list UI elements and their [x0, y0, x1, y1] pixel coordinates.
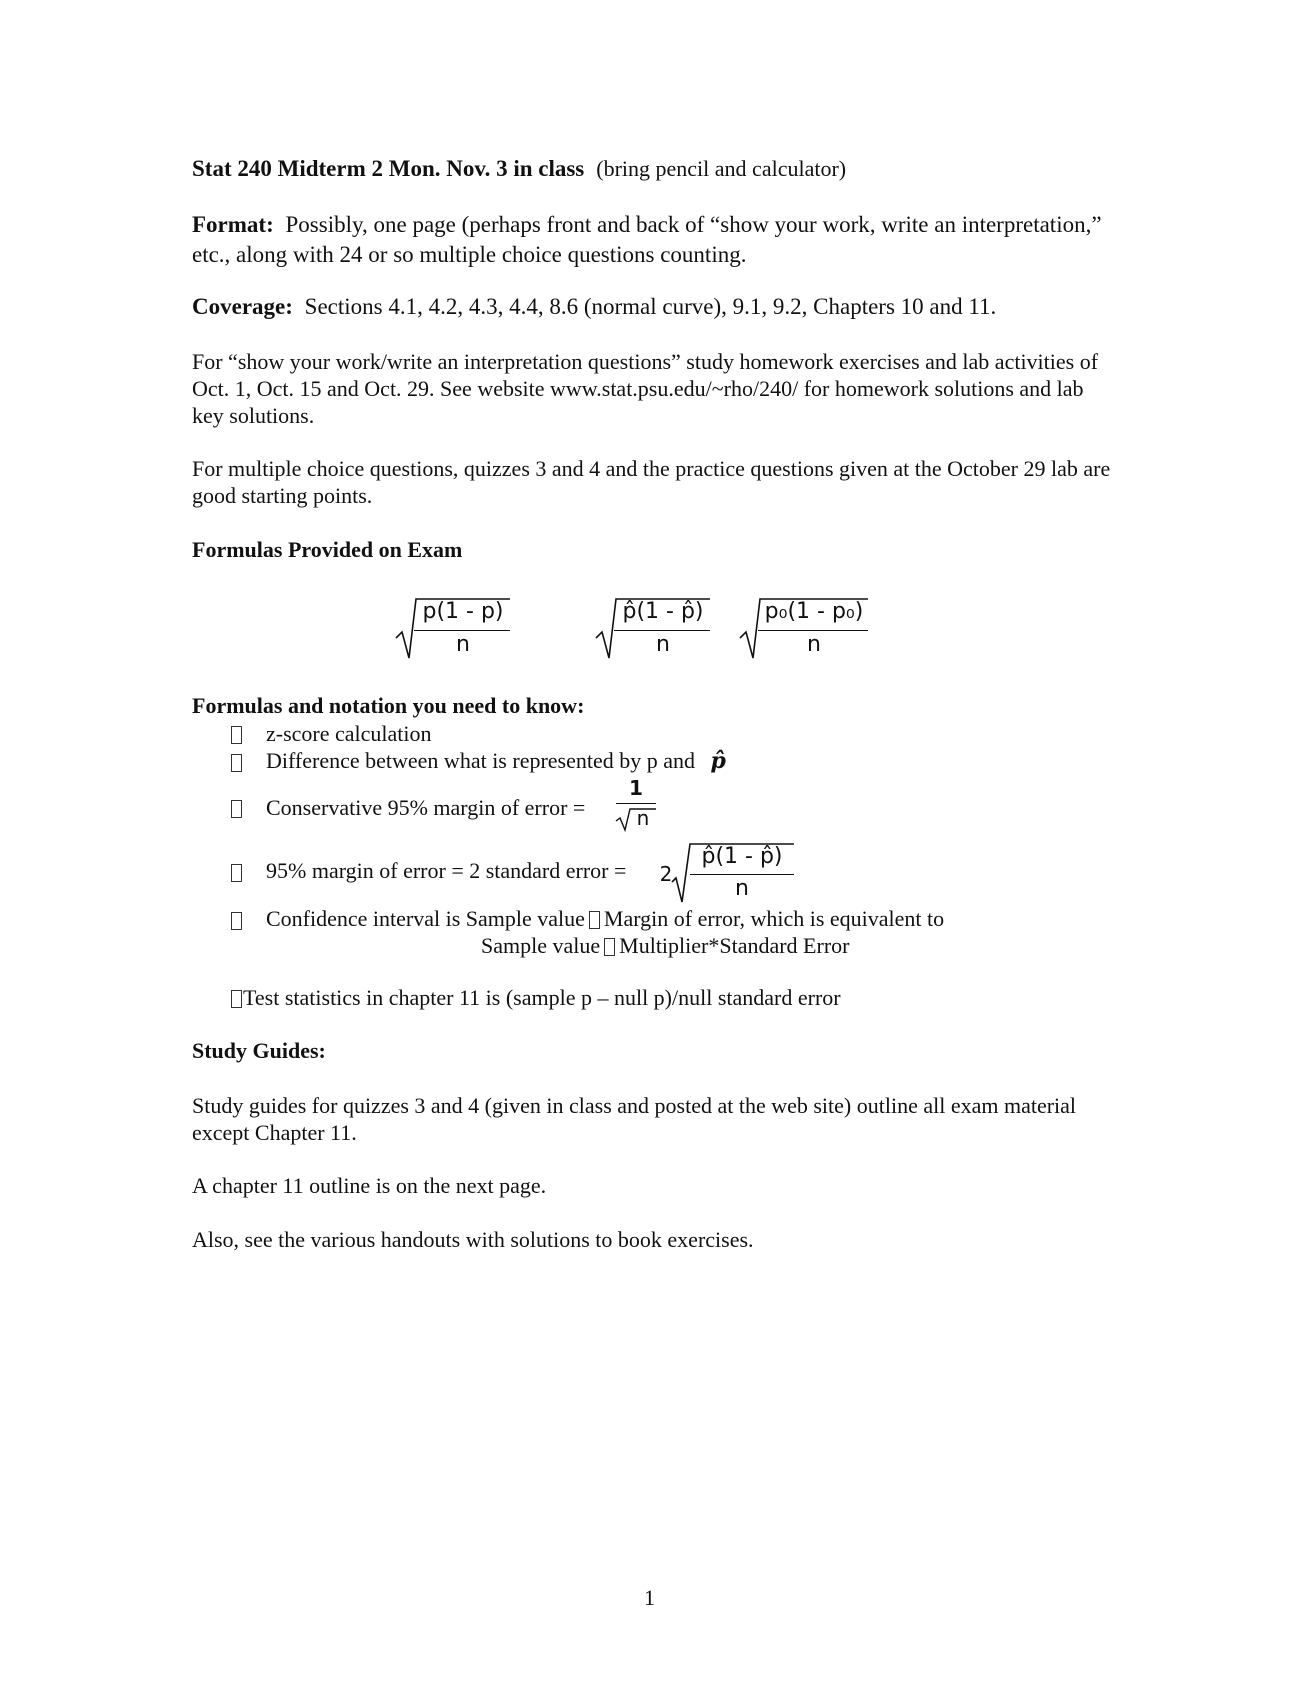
- bullet-icon: [231, 912, 242, 930]
- ci-equiv-text-b: Multiplier*Standard Error: [619, 933, 850, 958]
- fraction-bar: [690, 874, 794, 875]
- plus-minus-icon: [604, 938, 615, 956]
- chapter-11-outline-paragraph: A chapter 11 outline is on the next page.: [192, 1173, 547, 1198]
- format-paragraph: [192, 210, 1112, 270]
- list-item-zscore: z-score calculation: [266, 721, 432, 746]
- list-item-ci-equivalent: [481, 933, 849, 959]
- formula-numerator: p̂(1 - p̂): [622, 599, 704, 624]
- formula-numerator: p̂(1 - p̂): [701, 844, 783, 869]
- fraction-denominator: n: [636, 806, 650, 830]
- formula-se-p0: [736, 594, 870, 664]
- format-label: Format:: [192, 212, 274, 237]
- ci-text-b: Margin of error, which is equivalent to: [603, 906, 945, 931]
- formula-se-phat: [592, 594, 712, 664]
- one-over-root-n: [614, 776, 658, 832]
- coverage-paragraph: [192, 292, 1112, 322]
- bullet-icon: [231, 726, 242, 744]
- test-statistic-line: Test statistics in chapter 11 is (sample p – null p)/null standard error: [243, 985, 841, 1010]
- coverage-label: Coverage:: [192, 294, 293, 319]
- show-work-paragraph: For “show your work/write an interpretation questions” study homework exercises and lab activities of Oct. 1, Oct. 15 and Oct. 29. See website www.stat.psu.edu/~rho/240/ for homework solutions and lab key solutions.: [192, 349, 1099, 428]
- formulas-to-know-heading: Formulas and notation you need to know:: [192, 693, 585, 718]
- handouts-paragraph: Also, see the various handouts with solutions to book exercises.: [192, 1227, 754, 1252]
- list-item-confidence-interval: [266, 906, 944, 932]
- list-item-text: Difference between what is represented by p and: [266, 748, 696, 773]
- formula-denominator: n: [656, 632, 670, 657]
- moe-formula: [658, 840, 798, 910]
- list-item-p-difference: [266, 748, 726, 774]
- study-guides-paragraph: Study guides for quizzes 3 and 4 (given in class and posted at the web site) outline all exam material except Chapter 11.: [192, 1093, 1077, 1145]
- multiple-choice-paragraph: For multiple choice questions, quizzes 3 and 4 and the practice questions given at the October 29 lab are good starting points.: [192, 456, 1111, 508]
- list-item-conservative-moe: Conservative 95% margin of error =: [266, 795, 586, 820]
- formula-numerator: p₀(1 - p₀): [764, 599, 864, 624]
- formula-se-p: [392, 594, 512, 664]
- ci-equiv-text-a: Sample value: [481, 933, 601, 958]
- bullet-icon: [231, 800, 242, 818]
- formulas-provided-heading: Formulas Provided on Exam: [192, 537, 463, 562]
- format-text: Possibly, one page (perhaps front and back of “show your work, write an interpretation,” etc., along with 24 or so multiple choice questions counting.: [192, 212, 1102, 267]
- plus-minus-icon: [589, 911, 600, 929]
- title-text: Stat 240 Midterm 2 Mon. Nov. 3 in class: [192, 156, 585, 181]
- formula-coefficient: 2: [659, 862, 673, 886]
- fraction-bar: [414, 630, 510, 631]
- formula-denominator: n: [456, 632, 470, 657]
- title-note: (bring pencil and calculator): [596, 156, 847, 181]
- fraction-bar: [758, 630, 868, 631]
- formula-denominator: n: [735, 876, 749, 901]
- bullet-icon: [231, 864, 242, 882]
- study-guides-heading: Study Guides:: [192, 1038, 326, 1063]
- coverage-text: Sections 4.1, 4.2, 4.3, 4.4, 8.6 (normal curve), 9.1, 9.2, Chapters 10 and 11.: [304, 294, 997, 319]
- bullet-icon: [231, 754, 242, 772]
- ci-text-a: Confidence interval is Sample value: [266, 906, 585, 931]
- fraction-bar: [614, 630, 710, 631]
- formula-denominator: n: [807, 632, 821, 657]
- phat-symbol: p̂: [710, 748, 726, 774]
- fraction-numerator: 1: [629, 776, 643, 800]
- page-number: 1: [644, 1585, 655, 1610]
- bullet-icon: [231, 990, 242, 1008]
- list-item-moe-standard-error: 95% margin of error = 2 standard error =: [266, 858, 627, 883]
- formula-numerator: p(1 - p): [422, 599, 504, 624]
- page-title: [192, 156, 846, 182]
